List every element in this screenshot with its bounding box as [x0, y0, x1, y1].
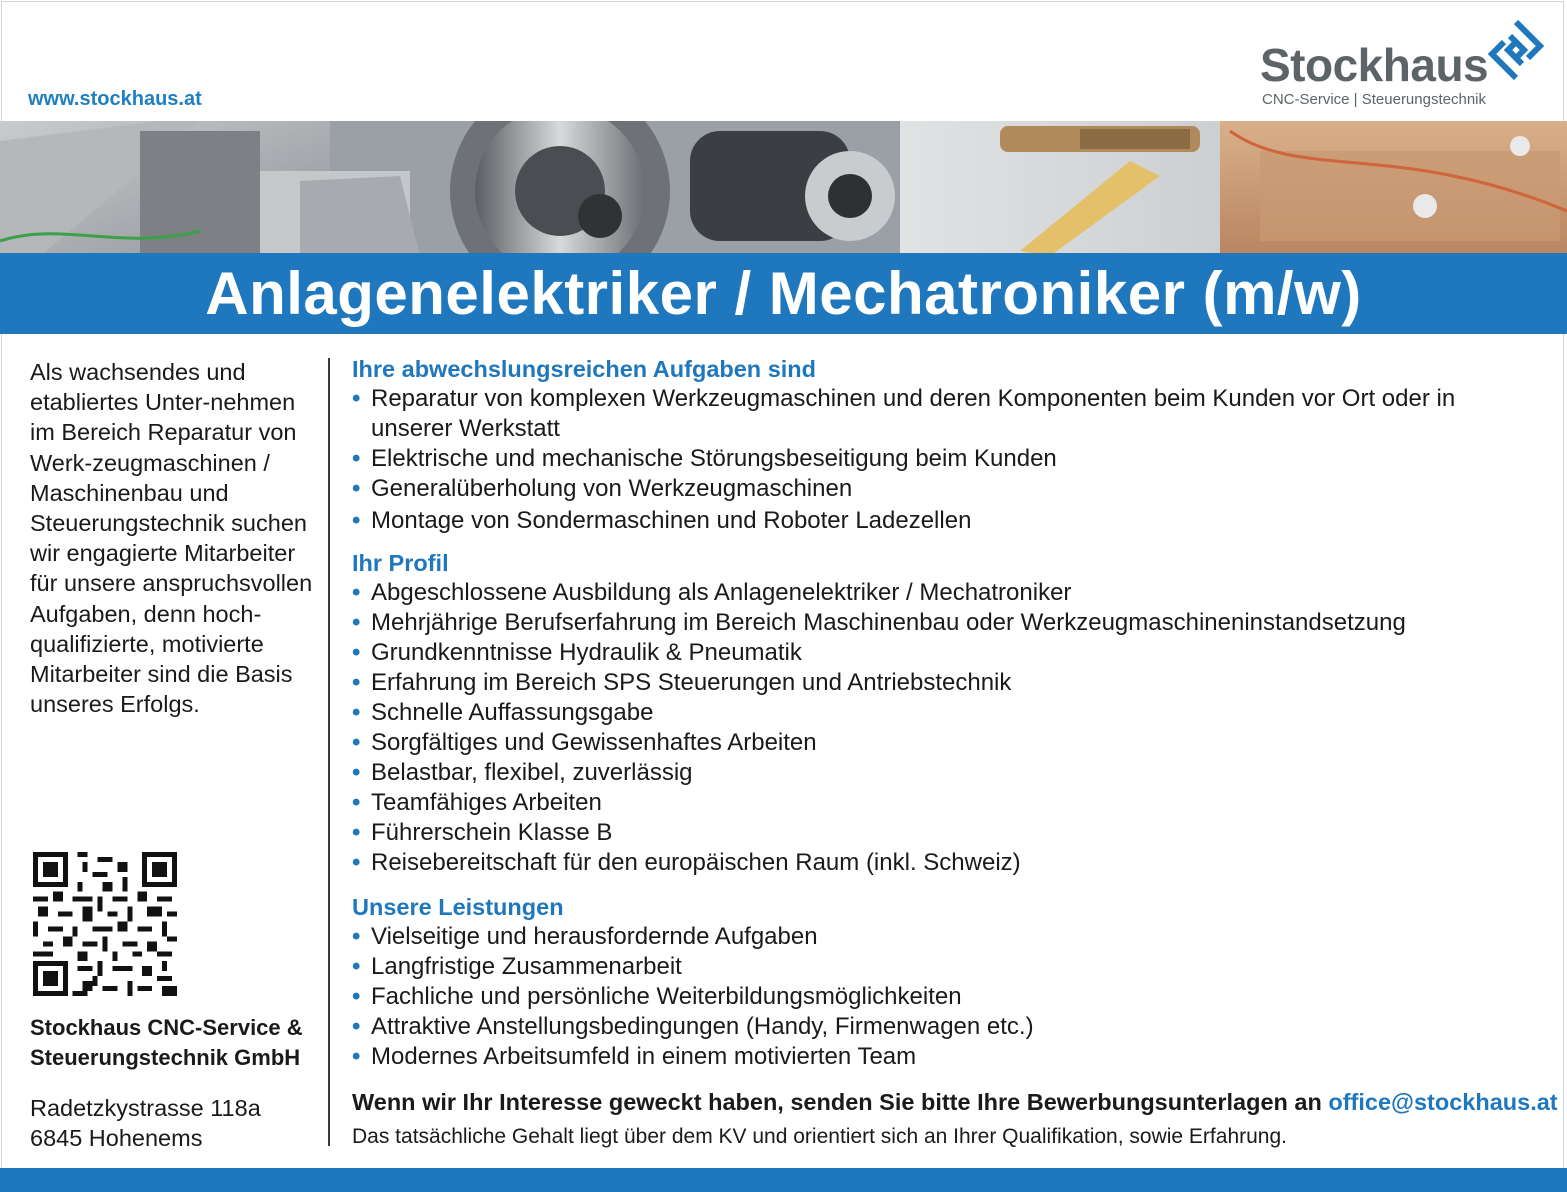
list-item: • Montage von Sondermaschinen und Roboter Ladezellen: [352, 506, 1542, 536]
list-item: • Fachliche und persönliche Weiterbildungsmöglichkeiten: [352, 982, 1542, 1012]
list-item: • Modernes Arbeitsumfeld in einem motivierten Team: [352, 1042, 1542, 1072]
company-name: [30, 1013, 303, 1073]
footer-bar: [0, 1168, 1567, 1192]
list-item: • Führerschein Klasse B: [352, 818, 1542, 848]
website-link[interactable]: www.stockhaus.at: [28, 88, 202, 110]
list-item: • Schnelle Auffassungsgabe: [352, 698, 1542, 728]
company-logo[interactable]: [1258, 18, 1548, 118]
list-item: • Teamfähiges Arbeiten: [352, 788, 1542, 818]
list-item: • Belastbar, flexibel, zuverlässig: [352, 758, 1542, 788]
company-intro: Als wachsendes und etabliertes Unter-nehmen im Bereich Reparatur von Werk-zeugmaschinen / Maschinenbau und Steuerungstechnik suchen wir engagierte Mitarbeiter für unsere anspruchsvollen Aufgaben, denn hoch-qualifizierte, motivierte Mitarbeiter sind die Basis unseres Erfolgs.: [30, 359, 313, 718]
email-link[interactable]: office@stockhaus.at: [1328, 1089, 1558, 1115]
cta-text: Wenn wir Ihr Interesse geweckt haben, senden Sie bitte Ihre Bewerbungsunterlagen an: [352, 1089, 1322, 1115]
benefits-list: [352, 922, 1542, 1072]
logo-diamond-icon: [1486, 18, 1546, 82]
tasks-list: [352, 384, 1542, 536]
list-item: • Attraktive Anstellungsbedingungen (Handy, Firmenwagen etc.): [352, 1012, 1542, 1042]
company-name-line1: Stockhaus CNC-Service &: [30, 1015, 303, 1040]
address-street: Radetzkystrasse 118a: [30, 1095, 261, 1121]
salary-note: Das tatsächliche Gehalt liegt über dem KV und orientiert sich an Ihrer Qualifikation, sowie Erfahrung.: [352, 1125, 1287, 1148]
list-item: • Abgeschlossene Ausbildung als Anlagenelektriker / Mechatroniker: [352, 578, 1542, 608]
hero-photo: [0, 121, 1567, 256]
list-item: • Elektrische und mechanische Störungsbeseitigung beim Kunden: [352, 444, 1542, 474]
job-title: Anlagenelektriker / Mechatroniker (m/w): [205, 260, 1362, 327]
company-address: [30, 1093, 261, 1153]
job-details: [352, 354, 1542, 1072]
list-item: • Mehrjährige Berufserfahrung im Bereich Maschinenbau oder Werkzeugmaschineninstandsetzung: [352, 608, 1542, 638]
section-title-profile: Ihr Profil: [352, 550, 449, 576]
logo-name: Stockhaus: [1260, 39, 1489, 91]
list-item: • Langfristige Zusammenarbeit: [352, 952, 1542, 982]
cnc-machine-icon: [0, 121, 1567, 256]
list-item: • Grundkenntnisse Hydraulik & Pneumatik: [352, 638, 1542, 668]
title-banner: [0, 253, 1567, 334]
list-item: • Generalüberholung von Werkzeugmaschinen: [352, 474, 1542, 504]
application-call-to-action: [352, 1089, 1558, 1116]
logo-tagline: CNC-Service | Steuerungstechnik: [1262, 91, 1486, 108]
list-item: • Sorgfältiges und Gewissenhaftes Arbeiten: [352, 728, 1542, 758]
profile-list: [352, 578, 1542, 878]
column-divider: [328, 358, 330, 1146]
company-name-line2: Steuerungstechnik GmbH: [30, 1045, 301, 1070]
section-title-tasks: Ihre abwechslungsreichen Aufgaben sind: [352, 356, 816, 382]
list-item: • Reparatur von komplexen Werkzeugmaschinen und deren Komponenten beim Kunden vor Ort oder in unserer Werkstatt: [352, 384, 1542, 444]
address-city: 6845 Hohenems: [30, 1125, 203, 1151]
section-title-benefits: Unsere Leistungen: [352, 894, 564, 920]
list-item: • Vielseitige und herausfordernde Aufgaben: [352, 922, 1542, 952]
qr-code-icon[interactable]: [33, 852, 177, 996]
list-item: • Erfahrung im Bereich SPS Steuerungen und Antriebstechnik: [352, 668, 1542, 698]
list-item: • Reisebereitschaft für den europäischen Raum (inkl. Schweiz): [352, 848, 1542, 878]
